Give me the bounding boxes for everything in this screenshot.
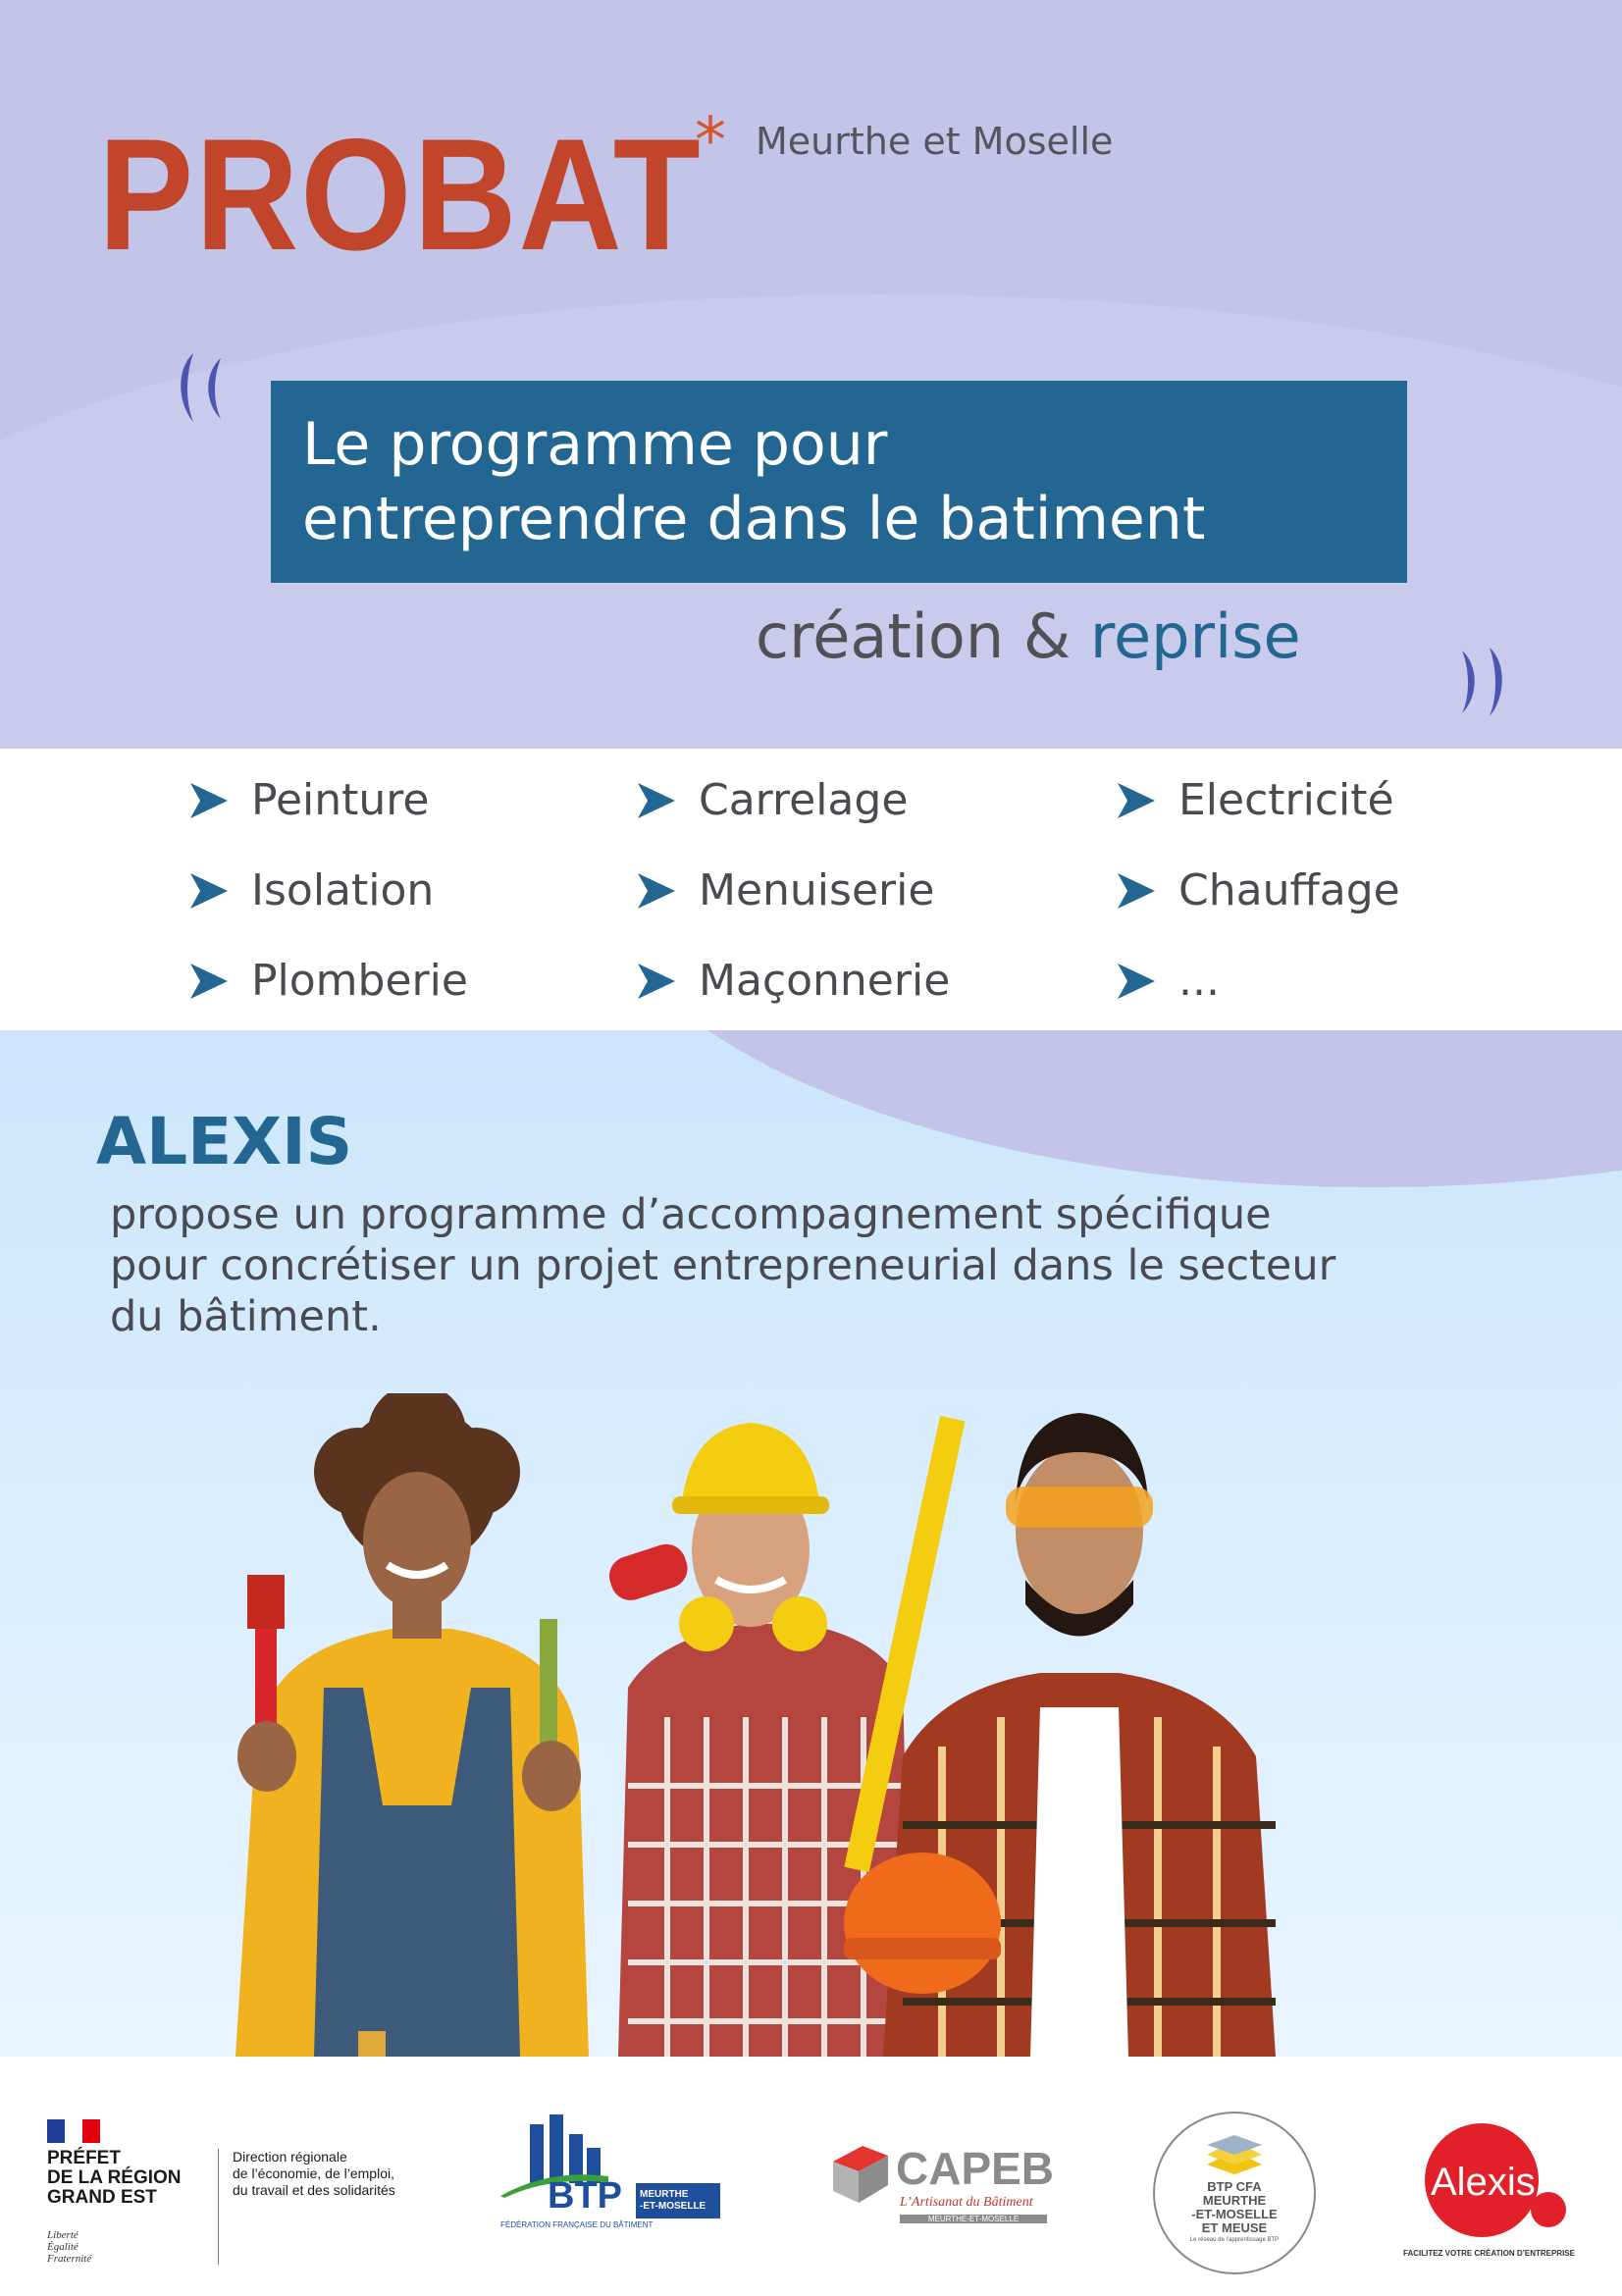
arrow-bullet-icon	[1116, 781, 1157, 820]
trade-label: Carrelage	[699, 775, 909, 825]
brand-title: PROBAT	[98, 106, 703, 284]
arrow-bullet-icon	[1116, 962, 1157, 1001]
republic-motto	[47, 2229, 91, 2265]
trade-item	[1116, 956, 1220, 1006]
capeb-cube-icon	[829, 2142, 892, 2205]
trade-label: ...	[1178, 956, 1220, 1006]
prefet-line-1: PRÉFET	[47, 2148, 121, 2168]
trade-item	[1116, 865, 1400, 915]
subtitle-main: création &	[756, 600, 1072, 672]
dreets-line-3: du travail et des solidarités	[233, 2182, 395, 2198]
arrow-bullet-icon	[188, 962, 230, 1001]
arrow-bullet-icon	[188, 871, 230, 911]
cfa-line-2: -ET-MOSELLE	[1191, 2207, 1278, 2221]
arrow-bullet-icon	[636, 962, 677, 1001]
region-label: Meurthe et Moselle	[756, 120, 1114, 163]
trade-label: Chauffage	[1178, 865, 1400, 915]
workers-photo	[196, 1393, 1423, 2057]
btp-tagline: FÉDÉRATION FRANÇAISE DU BÂTIMENT	[500, 2220, 654, 2229]
description-line-1: propose un programme d’accompagnement spécifique	[110, 1190, 1272, 1239]
trade-label: Menuiserie	[699, 865, 935, 915]
capeb-name: CAPEB	[896, 2143, 1055, 2194]
headline-line-2: entreprendre dans le batiment	[302, 485, 1206, 553]
btp-name: BTP	[548, 2175, 622, 2217]
quote-close-icon	[1442, 643, 1511, 721]
trade-label: Electricité	[1178, 775, 1394, 825]
arrow-bullet-icon	[636, 871, 677, 911]
btp-cfa-logo	[1153, 2112, 1316, 2274]
alexis-logo-text: Alexis	[1431, 2161, 1536, 2204]
capeb-tagline: L’Artisanat du Bâtiment	[900, 2195, 1033, 2210]
btp-logo	[500, 2114, 726, 2232]
cfa-name: BTP CFA	[1207, 2179, 1262, 2194]
trade-label: Plomberie	[251, 956, 468, 1006]
dreets-line-2: de l’économie, de l’emploi,	[233, 2166, 394, 2181]
trade-item	[188, 865, 434, 915]
btp-region-line-1: MEURTHE	[640, 2189, 689, 2200]
capeb-logo	[829, 2134, 1065, 2232]
btp-region	[636, 2183, 720, 2218]
trade-item	[1116, 775, 1394, 825]
marianne-flag-icon	[47, 2119, 100, 2143]
trade-item	[636, 865, 934, 915]
alexis-tagline: FACILITEZ VOTRE CRÉATION D’ENTREPRISE	[1403, 2249, 1575, 2258]
background-wave	[589, 1030, 1622, 1187]
subtitle	[756, 600, 1301, 672]
description-line-3: du bâtiment.	[110, 1292, 382, 1341]
trade-label: Peinture	[251, 775, 430, 825]
asterisk-icon: *	[695, 105, 726, 178]
trade-item	[188, 956, 468, 1006]
cfa-line-3: ET MEUSE	[1201, 2220, 1268, 2235]
btp-region-line-2: -ET-MOSELLE	[640, 2201, 706, 2212]
motto-fraternite: Fraternité	[47, 2253, 92, 2265]
worker-technician	[844, 1413, 1276, 2057]
headline	[302, 407, 1391, 556]
alexis-title: ALEXIS	[96, 1104, 353, 1179]
trade-label: Maçonnerie	[699, 956, 951, 1006]
subtitle-accent: reprise	[1089, 600, 1301, 672]
prefet-line-3: GRAND EST	[47, 2187, 157, 2208]
trade-item	[636, 775, 908, 825]
cfa-line-1: MEURTHE	[1202, 2193, 1267, 2208]
cfa-stack-icon	[1199, 2135, 1270, 2174]
prefet-title	[47, 2149, 182, 2208]
motto-liberte: Liberté	[47, 2229, 78, 2241]
arrow-bullet-icon	[1116, 871, 1157, 911]
trade-item	[188, 775, 429, 825]
arrow-bullet-icon	[188, 781, 230, 820]
cfa-text	[1155, 2180, 1314, 2245]
trade-item	[636, 956, 950, 1006]
alexis-logo	[1403, 2119, 1599, 2267]
motto-egalite: Égalité	[47, 2241, 78, 2253]
trade-label: Isolation	[251, 865, 435, 915]
dreets-line-1: Direction régionale	[233, 2149, 347, 2165]
alexis-description	[110, 1189, 1562, 1342]
prefet-line-2: DE LA RÉGION	[47, 2167, 182, 2188]
description-line-2: pour concrétiser un projet entrepreneurial dans le secteur	[110, 1241, 1336, 1290]
cfa-tagline: Le réseau de l’apprentissage BTP	[1189, 2237, 1280, 2243]
dreets-label	[218, 2149, 395, 2265]
arrow-bullet-icon	[636, 781, 677, 820]
capeb-region: MEURTHE-ET-MOSELLE	[900, 2215, 1047, 2223]
headline-line-1: Le programme pour	[302, 410, 888, 479]
worker-painter	[235, 1393, 589, 2057]
quote-open-icon	[172, 348, 240, 427]
